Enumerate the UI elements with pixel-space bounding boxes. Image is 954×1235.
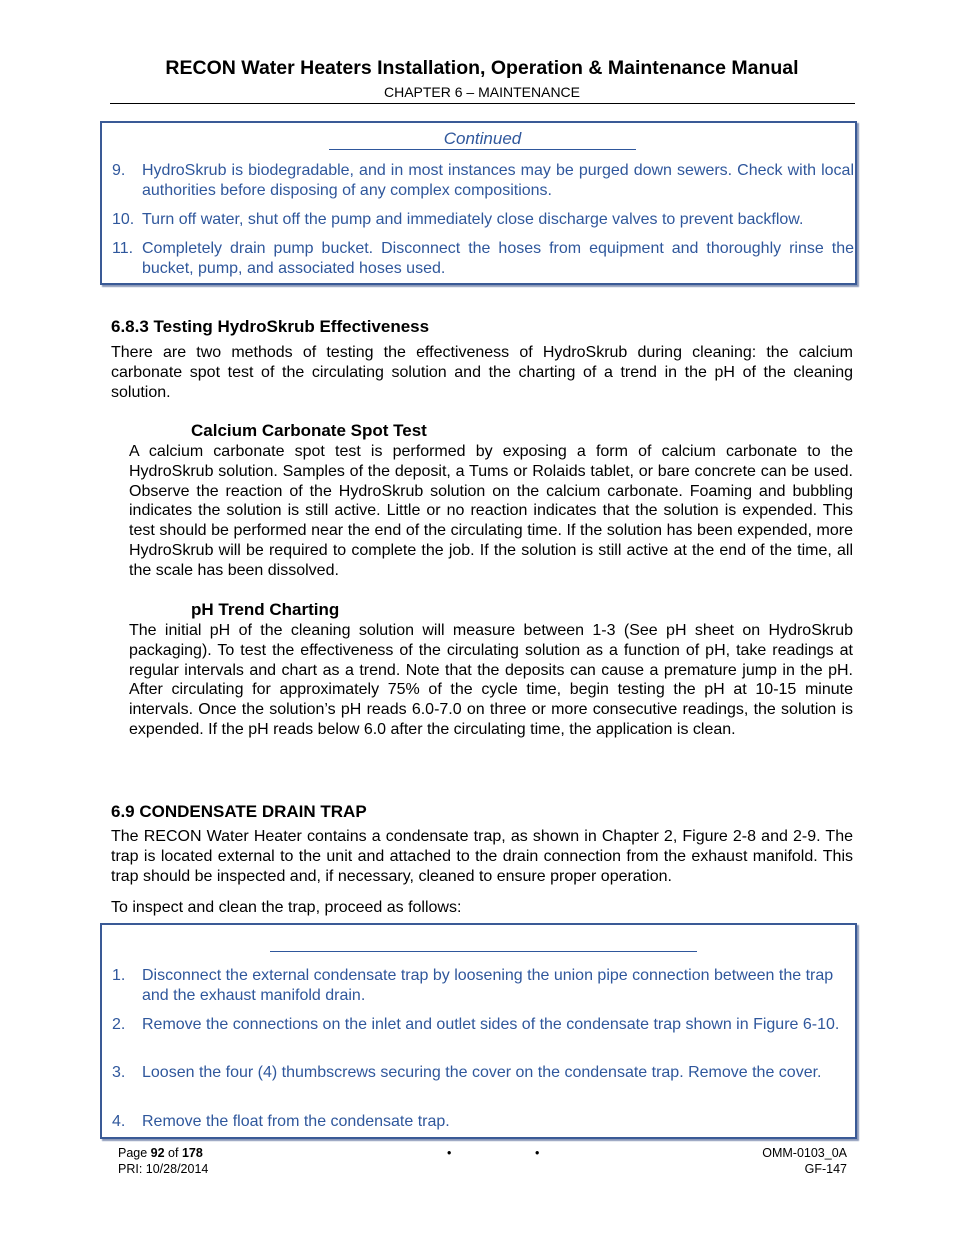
step-text: Remove the float from the condensate trap. [142, 1113, 450, 1130]
step-number: 4. [112, 1113, 126, 1130]
procedure-step [112, 966, 854, 1005]
section-69-body: The RECON Water Heater contains a condensate trap, as shown in Chapter 2, Figure 2-8 and 2-9. The trap is located external to the unit and attached to the drain connection from the exhaust manifold. This trap should be inspected and, if necessary, cleaned to ensure proper operation. [111, 828, 853, 885]
procedure-step [112, 1063, 854, 1083]
step-number: 1. [112, 967, 126, 984]
continued-caption: Continued [329, 129, 636, 150]
footer-right [762, 1146, 847, 1177]
step-text: Loosen the four (4) thumbscrews securing the cover on the condensate trap. Remove the cover. [142, 1064, 822, 1081]
section-683-intro: There are two methods of testing the effectiveness of HydroSkrub during cleaning: the calcium carbonate spot test of the circulating solution and the charting of a trend in the pH of the cleaning solution. [111, 344, 853, 401]
step-number: 11. [112, 240, 134, 257]
page-number: Page 92 of 178 [118, 1146, 203, 1160]
procedure-step [112, 161, 854, 200]
footer-left [118, 1146, 208, 1177]
ph-trend-heading: pH Trend Charting [191, 600, 340, 619]
document-number: OMM-0103_0A [762, 1146, 847, 1160]
section-69-lead: To inspect and clean the trap, proceed as follows: [111, 899, 462, 916]
step-text: Turn off water, shut off the pump and immediately close discharge valves to prevent backflow. [142, 211, 804, 228]
section-69-heading: 6.9 CONDENSATE DRAIN TRAP [111, 802, 367, 821]
step-text: HydroSkrub is biodegradable, and in most instances may be purged down sewers. Check with local authorities before disposing of any complex compositions. [142, 162, 854, 199]
header-divider [110, 103, 855, 104]
step-text: Remove the connections on the inlet and outlet sides of the condensate trap shown in Figure 6-10. [142, 1016, 840, 1033]
step-number: 9. [112, 162, 126, 179]
inspect-procedure-box [100, 923, 857, 1139]
continued-procedure-box [100, 121, 857, 285]
pri-date: PRI: 10/28/2014 [118, 1161, 209, 1176]
procedure-step [112, 1112, 854, 1132]
procedure-step [112, 210, 854, 230]
chapter-label: CHAPTER 6 – MAINTENANCE [383, 84, 581, 100]
section-683-heading: 6.8.3 Testing HydroSkrub Effectiveness [111, 317, 430, 336]
spot-test-body: A calcium carbonate spot test is performed by exposing a form of calcium carbonate to the HydroSkrub solution. Samples of the deposit, a Tums or Rolaids tablet, or bare concrete can be used. Observe the reaction of the HydroSkrub solution on the calcium carbonate. Foaming and bubbling indicates the solution is still active. Little or no reaction indicates that the solution is expended. This test should be performed near the end of the circulating time. If the solution has been expended, more HydroSkrub will be required to complete the job. If the solution is still active at the end of the time, all the scale has been dissolved. [129, 443, 853, 579]
procedure-step [112, 1015, 854, 1035]
step-text: Disconnect the external condensate trap by loosening the union pipe connection between the trap and the exhaust manifold drain. [142, 967, 834, 1004]
gf-number: GF-147 [804, 1161, 847, 1176]
procedure-caption-rule [270, 931, 697, 952]
procedure-step [112, 239, 854, 278]
page-header [110, 56, 854, 103]
step-number: 10. [112, 211, 135, 228]
footer-bullet: • [447, 1146, 452, 1160]
ph-trend-body: The initial pH of the cleaning solution will measure between 1-3 (See pH sheet on HydroSkrub packaging). To test the effectiveness of the circulating solution as a function of pH, take readings at regular intervals and chart as a trend. Note that the deposits can cause a premature jump in the pH. After circulating for approximately 75% of the cycle time, begin testing the pH at 10-15 minute intervals. Once the solution’s pH reads 6.0-7.0 on three or more consecutive readings, the solution is expended. If the pH reads below 6.0 after the circulating time, the application is clean. [129, 622, 853, 738]
footer-bullet: • [535, 1146, 540, 1160]
step-number: 2. [112, 1016, 126, 1033]
spot-test-heading: Calcium Carbonate Spot Test [191, 421, 427, 440]
step-text: Completely drain pump bucket. Disconnect the hoses from equipment and thoroughly rinse the bucket, pump, and associated hoses used. [142, 240, 854, 277]
step-number: 3. [112, 1064, 126, 1081]
document-title: RECON Water Heaters Installation, Operation & Maintenance Manual [165, 57, 799, 79]
